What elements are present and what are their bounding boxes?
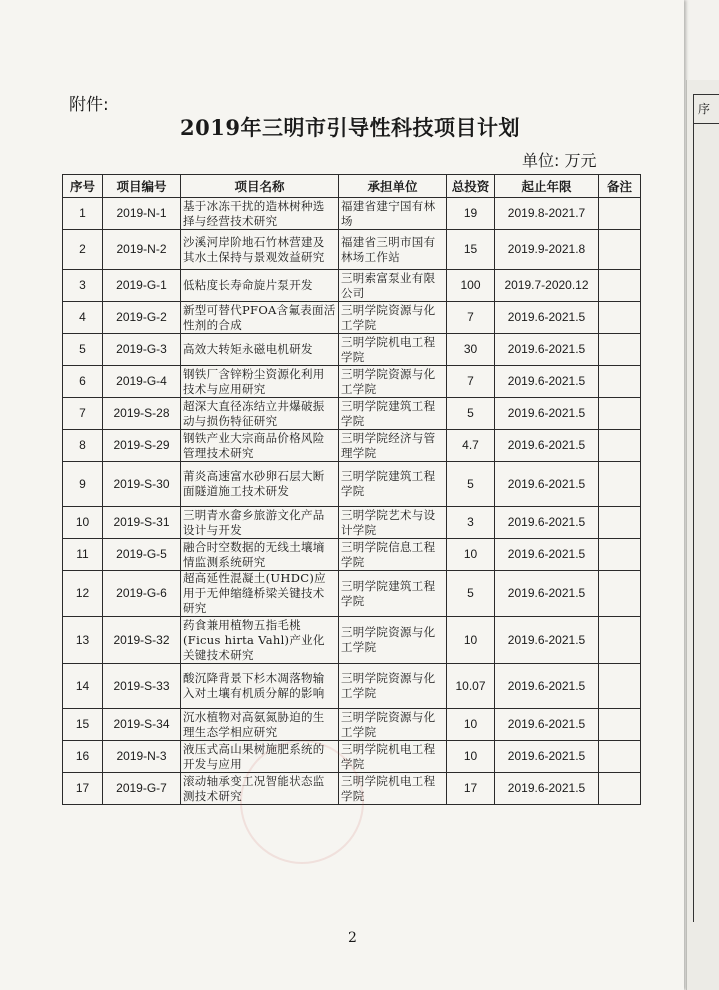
row-project-code: 2019-S-34 (103, 709, 181, 741)
row-period: 2019.6-2021.5 (495, 617, 599, 664)
row-project-name: 三明青水畲乡旅游文化产品设计与开发 (181, 507, 339, 539)
row-organization: 三明学院机电工程学院 (339, 773, 447, 805)
row-project-code: 2019-S-31 (103, 507, 181, 539)
row-organization: 三明学院机电工程学院 (339, 334, 447, 366)
row-organization: 三明索富泵业有限公司 (339, 270, 447, 302)
row-total-investment: 5 (447, 571, 495, 617)
row-remarks (599, 366, 641, 398)
adjacent-page-table-edge (693, 122, 719, 922)
row-project-code: 2019-S-29 (103, 430, 181, 462)
row-period: 2019.6-2021.5 (495, 709, 599, 741)
row-project-name: 钢铁厂含锌粉尘资源化利用技术与应用研究 (181, 366, 339, 398)
row-total-investment: 7 (447, 302, 495, 334)
header-project-code: 项目编号 (103, 175, 181, 198)
table-row (63, 230, 641, 270)
row-project-code: 2019-S-32 (103, 617, 181, 664)
project-table (62, 174, 641, 805)
row-project-name: 低粘度长寿命旋片泵开发 (181, 270, 339, 302)
row-index: 11 (63, 539, 103, 571)
table-row (63, 270, 641, 302)
page-title: 2019年三明市引导性科技项目计划 (180, 115, 520, 140)
row-project-name: 滚动轴承变工况智能状态监测技术研究 (181, 773, 339, 805)
table-row (63, 302, 641, 334)
row-total-investment: 17 (447, 773, 495, 805)
row-total-investment: 10 (447, 709, 495, 741)
row-remarks (599, 230, 641, 270)
row-total-investment: 10.07 (447, 664, 495, 709)
row-remarks (599, 302, 641, 334)
row-project-name: 超高延性混凝土(UHDC)应用于无伸缩缝桥梁关键技术研究 (181, 571, 339, 617)
row-organization: 三明学院艺术与设计学院 (339, 507, 447, 539)
row-total-investment: 10 (447, 617, 495, 664)
table-row (63, 539, 641, 571)
table-row (63, 741, 641, 773)
row-remarks (599, 198, 641, 230)
row-period: 2019.7-2020.12 (495, 270, 599, 302)
row-project-code: 2019-G-2 (103, 302, 181, 334)
row-index: 12 (63, 571, 103, 617)
row-project-code: 2019-S-30 (103, 462, 181, 507)
row-remarks (599, 571, 641, 617)
row-total-investment: 4.7 (447, 430, 495, 462)
row-index: 10 (63, 507, 103, 539)
row-period: 2019.6-2021.5 (495, 462, 599, 507)
row-total-investment: 30 (447, 334, 495, 366)
row-project-code: 2019-S-28 (103, 398, 181, 430)
row-project-code: 2019-S-33 (103, 664, 181, 709)
row-period: 2019.6-2021.5 (495, 366, 599, 398)
row-remarks (599, 709, 641, 741)
row-organization: 三明学院建筑工程学院 (339, 571, 447, 617)
row-project-code: 2019-G-3 (103, 334, 181, 366)
row-project-name: 莆炎高速富水砂卵石层大断面隧道施工技术研发 (181, 462, 339, 507)
table-row (63, 571, 641, 617)
row-period: 2019.8-2021.7 (495, 198, 599, 230)
row-period: 2019.6-2021.5 (495, 664, 599, 709)
header-index: 序号 (63, 175, 103, 198)
row-organization: 三明学院资源与化工学院 (339, 709, 447, 741)
row-remarks (599, 398, 641, 430)
row-project-name: 高效大转矩永磁电机研发 (181, 334, 339, 366)
row-remarks (599, 539, 641, 571)
row-period: 2019.6-2021.5 (495, 334, 599, 366)
table-row (63, 462, 641, 507)
row-project-code: 2019-N-3 (103, 741, 181, 773)
row-index: 7 (63, 398, 103, 430)
row-organization: 三明学院资源与化工学院 (339, 617, 447, 664)
row-total-investment: 15 (447, 230, 495, 270)
adjacent-page-header-cell: 序 (693, 94, 719, 124)
row-index: 8 (63, 430, 103, 462)
table-row (63, 773, 641, 805)
header-project-name: 项目名称 (181, 175, 339, 198)
row-organization: 三明学院建筑工程学院 (339, 398, 447, 430)
row-total-investment: 3 (447, 507, 495, 539)
row-index: 2 (63, 230, 103, 270)
row-remarks (599, 617, 641, 664)
table-row (63, 198, 641, 230)
row-project-name: 基于冰冻干扰的造林树种选择与经营技术研究 (181, 198, 339, 230)
row-period: 2019.6-2021.5 (495, 539, 599, 571)
header-total-investment: 总投资 (447, 175, 495, 198)
row-index: 15 (63, 709, 103, 741)
row-total-investment: 10 (447, 741, 495, 773)
row-total-investment: 100 (447, 270, 495, 302)
row-remarks (599, 270, 641, 302)
row-project-name: 超深大直径冻结立井爆破振动与损伤特征研究 (181, 398, 339, 430)
row-index: 9 (63, 462, 103, 507)
row-index: 17 (63, 773, 103, 805)
row-organization: 三明学院建筑工程学院 (339, 462, 447, 507)
row-total-investment: 10 (447, 539, 495, 571)
row-index: 13 (63, 617, 103, 664)
header-period: 起止年限 (495, 175, 599, 198)
row-organization: 福建省三明市国有林场工作站 (339, 230, 447, 270)
row-project-code: 2019-G-6 (103, 571, 181, 617)
table-row (63, 334, 641, 366)
row-organization: 三明学院资源与化工学院 (339, 664, 447, 709)
row-project-name: 酸沉降背景下杉木凋落物输入对土壤有机质分解的影响 (181, 664, 339, 709)
row-project-code: 2019-G-5 (103, 539, 181, 571)
row-total-investment: 7 (447, 366, 495, 398)
row-project-name: 融合时空数据的无线土壤墒情监测系统研究 (181, 539, 339, 571)
row-project-name: 钢铁产业大宗商品价格风险管理技术研究 (181, 430, 339, 462)
row-period: 2019.6-2021.5 (495, 398, 599, 430)
row-organization: 三明学院经济与管理学院 (339, 430, 447, 462)
row-remarks (599, 430, 641, 462)
row-organization: 三明学院资源与化工学院 (339, 366, 447, 398)
row-period: 2019.6-2021.5 (495, 430, 599, 462)
row-organization: 三明学院资源与化工学院 (339, 302, 447, 334)
table-header-row (63, 175, 641, 198)
row-remarks (599, 334, 641, 366)
row-project-code: 2019-G-4 (103, 366, 181, 398)
row-remarks (599, 462, 641, 507)
row-period: 2019.9-2021.8 (495, 230, 599, 270)
row-index: 3 (63, 270, 103, 302)
row-period: 2019.6-2021.5 (495, 773, 599, 805)
row-organization: 三明学院机电工程学院 (339, 741, 447, 773)
row-project-code: 2019-G-1 (103, 270, 181, 302)
row-project-name: 沙溪河岸阶地石竹林营建及其水土保持与景观效益研究 (181, 230, 339, 270)
row-period: 2019.6-2021.5 (495, 507, 599, 539)
row-organization: 三明学院信息工程学院 (339, 539, 447, 571)
row-remarks (599, 741, 641, 773)
header-remarks: 备注 (599, 175, 641, 198)
row-remarks (599, 773, 641, 805)
table-row (63, 507, 641, 539)
row-project-name: 新型可替代PFOA含氟表面活性剂的合成 (181, 302, 339, 334)
row-total-investment: 5 (447, 398, 495, 430)
row-project-code: 2019-N-2 (103, 230, 181, 270)
row-project-name: 药食兼用植物五指毛桃(Ficus hirta Vahl)产业化关键技术研究 (181, 617, 339, 664)
row-index: 6 (63, 366, 103, 398)
row-index: 16 (63, 741, 103, 773)
row-total-investment: 5 (447, 462, 495, 507)
table-row (63, 617, 641, 664)
table-row (63, 366, 641, 398)
row-organization: 福建省建宁国有林场 (339, 198, 447, 230)
row-index: 4 (63, 302, 103, 334)
row-period: 2019.6-2021.5 (495, 571, 599, 617)
row-project-code: 2019-N-1 (103, 198, 181, 230)
row-index: 14 (63, 664, 103, 709)
row-remarks (599, 507, 641, 539)
table-row (63, 430, 641, 462)
page-number: 2 (348, 930, 357, 946)
header-organization: 承担单位 (339, 175, 447, 198)
table-row (63, 664, 641, 709)
unit-label: 单位: 万元 (522, 151, 597, 170)
row-period: 2019.6-2021.5 (495, 741, 599, 773)
row-remarks (599, 664, 641, 709)
table-row (63, 398, 641, 430)
row-period: 2019.6-2021.5 (495, 302, 599, 334)
table-row (63, 709, 641, 741)
row-project-code: 2019-G-7 (103, 773, 181, 805)
row-index: 1 (63, 198, 103, 230)
attachment-label: 附件: (69, 95, 109, 115)
row-total-investment: 19 (447, 198, 495, 230)
row-index: 5 (63, 334, 103, 366)
row-project-name: 液压式高山果树施肥系统的开发与应用 (181, 741, 339, 773)
adjacent-page-edge (686, 80, 719, 990)
row-project-name: 沉水植物对高氨氮胁迫的生理生态学相应研究 (181, 709, 339, 741)
